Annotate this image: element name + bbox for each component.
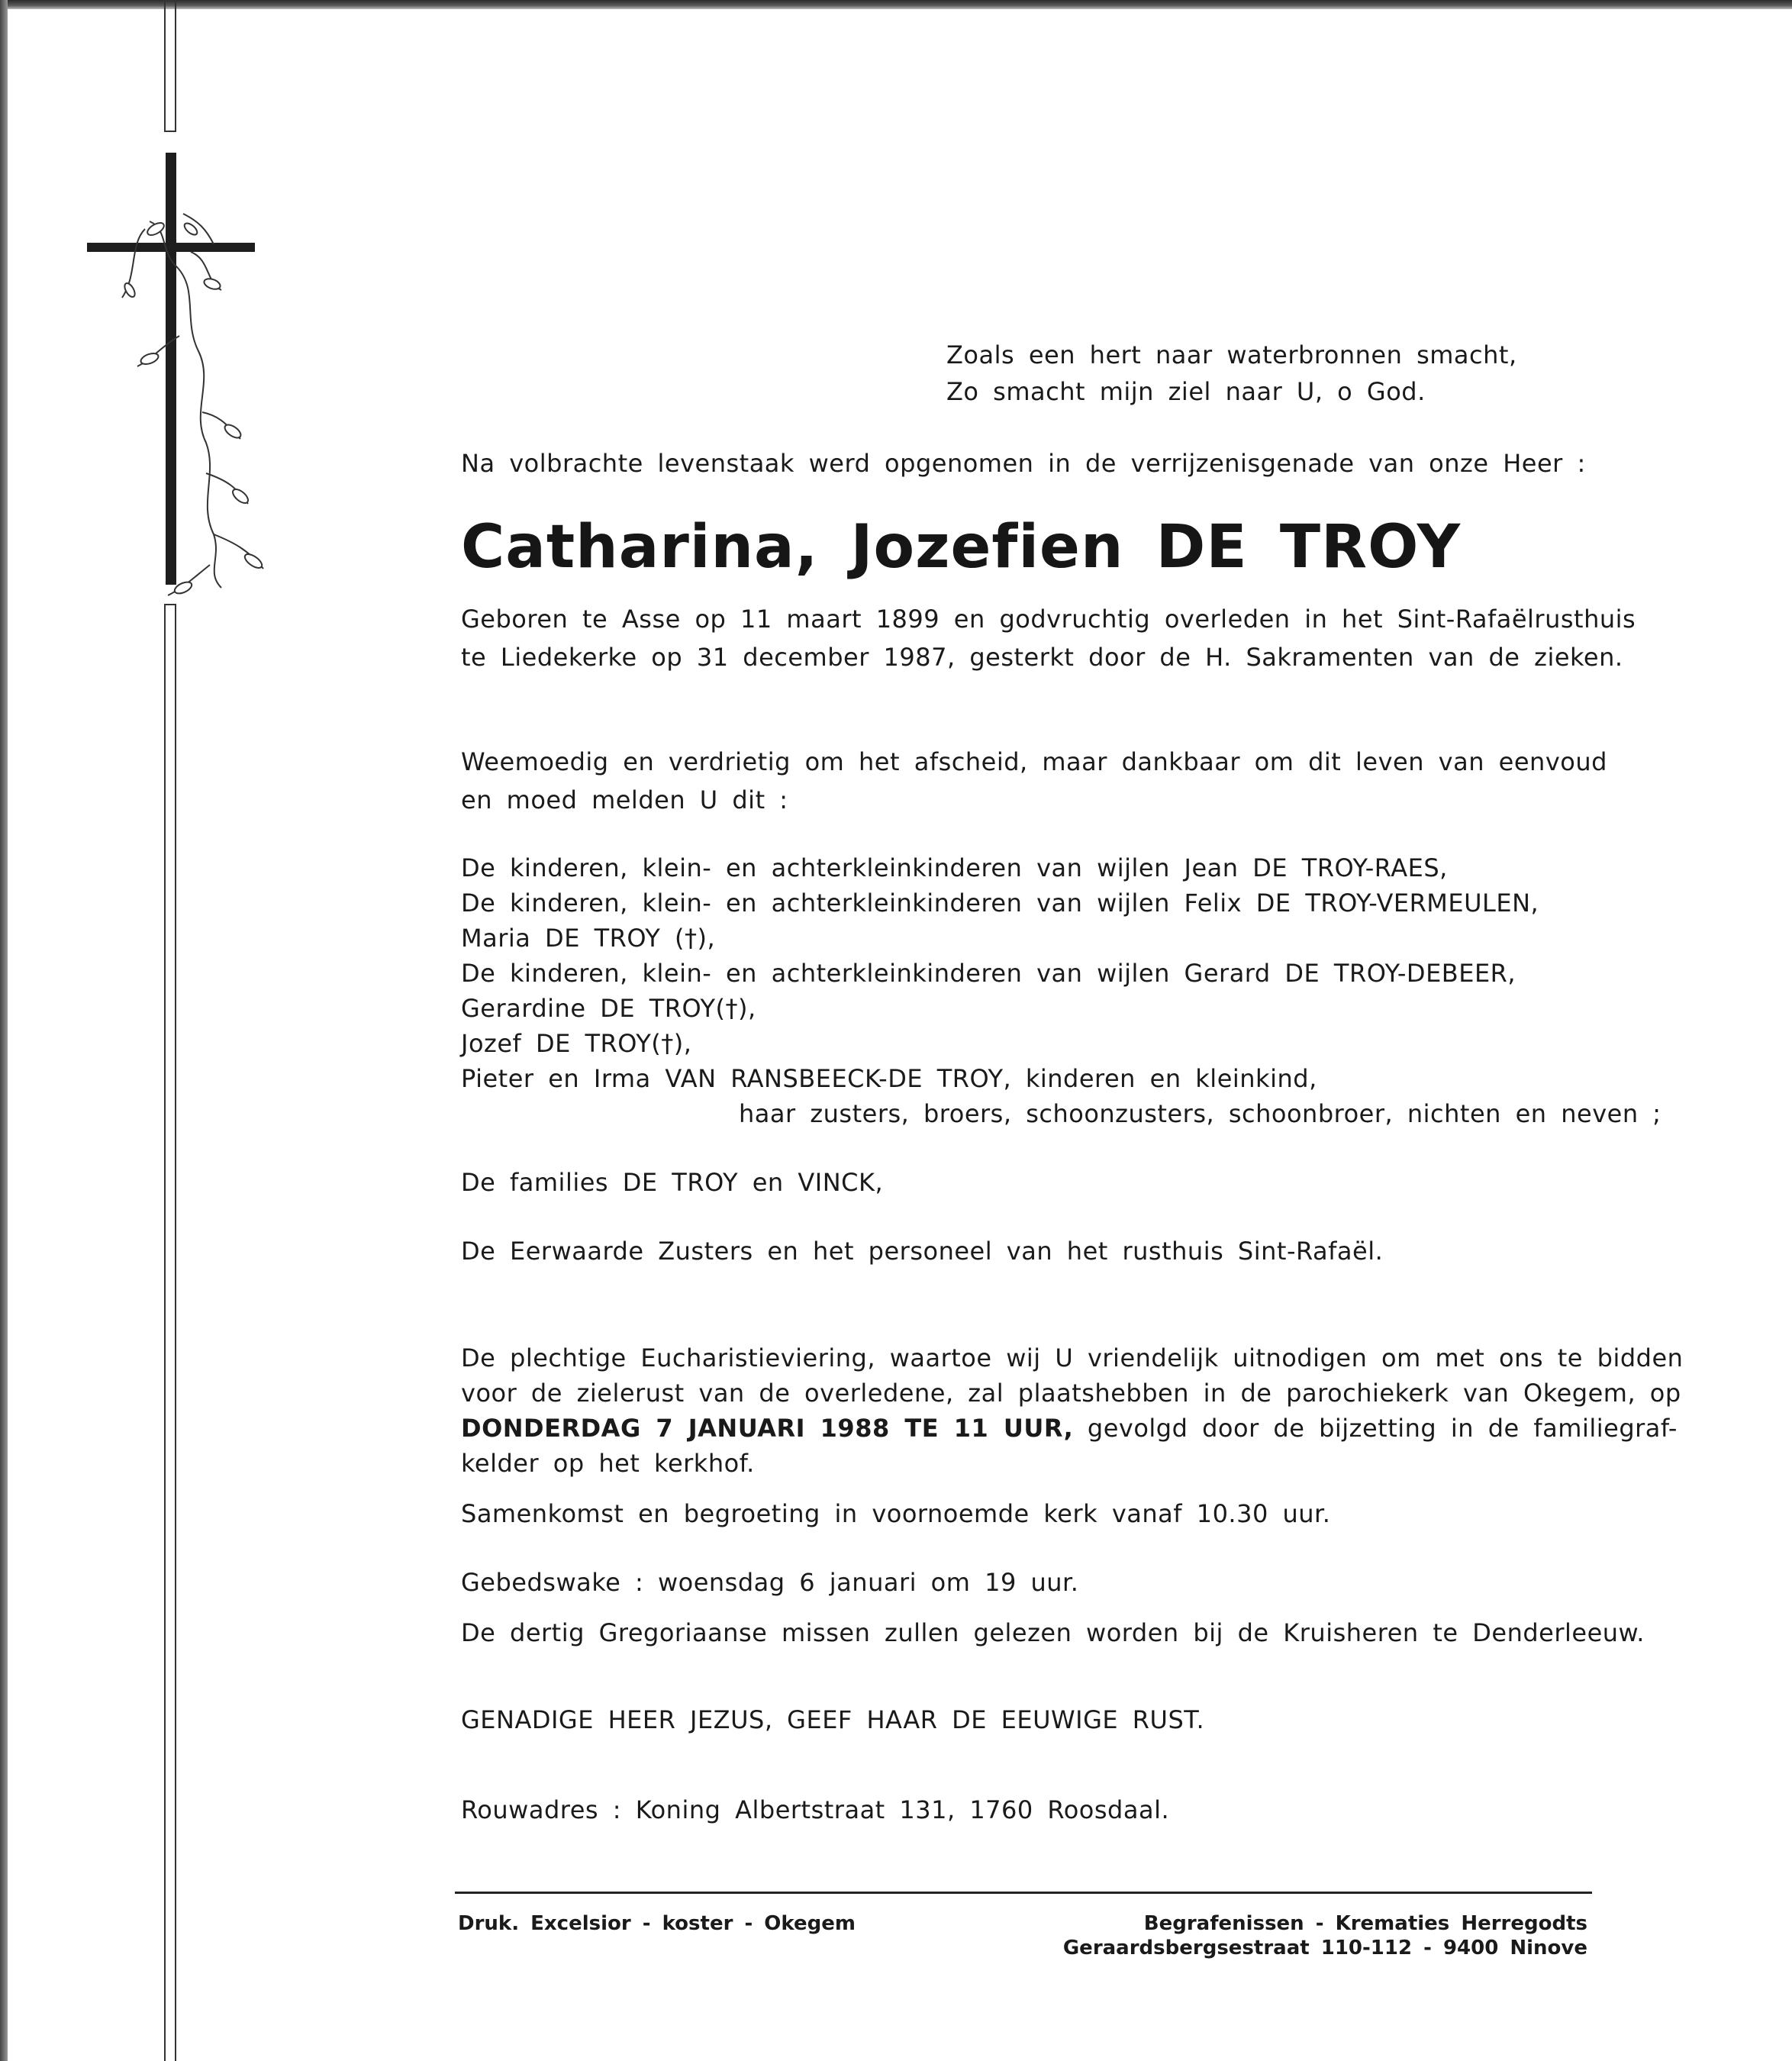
cross-decoration xyxy=(76,0,275,2061)
cross-icon xyxy=(76,0,275,2061)
masses-line: De dertig Gregoriaanse missen zullen gelezen worden bij de Kruisheren te Denderleeuw. xyxy=(461,1618,1645,1647)
quote-line-2: Zo smacht mijn ziel naar U, o God. xyxy=(946,377,1426,406)
prayer-line: GENADIGE HEER JEZUS, GEEF HAAR DE EEUWIGE RUST. xyxy=(461,1705,1205,1734)
families-line: De families DE TROY en VINCK, xyxy=(461,1168,884,1197)
address-line: Rouwadres : Koning Albertstraat 131, 1760 Roosdaal. xyxy=(461,1795,1170,1824)
service-line-2: voor de zielerust van de overledene, zal plaatshebben in de parochiekerk van Okegem, op xyxy=(461,1379,1681,1408)
relatives-line: haar zusters, broers, schoonzusters, schoonbroer, nichten en neven ; xyxy=(739,1099,1661,1128)
printer-credit: Druk. Excelsior - koster - Okegem xyxy=(458,1912,856,1935)
undertaker-line-1: Begrafenissen - Krematies Herregodts xyxy=(1143,1912,1587,1935)
birth-death-line-1: Geboren te Asse op 11 maart 1899 en godvruchtig overleden in het Sint-Rafaëlrusthuis xyxy=(461,605,1636,634)
service-line-3-rest: gevolgd door de bijzetting in de familiegraf- xyxy=(1073,1414,1678,1443)
family-line: De kinderen, klein- en achterkleinkinderen van wijlen Jean DE TROY-RAES, xyxy=(461,853,1448,882)
gathering-line: Samenkomst en begroeting in voornoemde kerk vanaf 10.30 uur. xyxy=(461,1499,1331,1528)
family-line: Gerardine DE TROY(†), xyxy=(461,994,756,1023)
family-line: Maria DE TROY (†), xyxy=(461,924,716,953)
page-left-edge xyxy=(0,0,8,2061)
service-line-3 xyxy=(461,1409,1678,1447)
family-line: De kinderen, klein- en achterkleinkinderen van wijlen Gerard DE TROY-DEBEER, xyxy=(461,959,1516,988)
footer-rule xyxy=(455,1892,1592,1894)
vigil-line: Gebedswake : woensdag 6 januari om 19 uur. xyxy=(461,1568,1079,1597)
service-line-1: De plechtige Eucharistieviering, waartoe wij U vriendelijk uitnodigen om met ons te bidden xyxy=(461,1343,1684,1372)
family-line: Pieter en Irma VAN RANSBEECK-DE TROY, kinderen en kleinkind, xyxy=(461,1064,1317,1093)
announcement-line-2: en moed melden U dit : xyxy=(461,785,788,814)
sisters-line: De Eerwaarde Zusters en het personeel van het rusthuis Sint-Rafaël. xyxy=(461,1237,1384,1266)
service-date: DONDERDAG 7 JANUARI 1988 TE 11 UUR, xyxy=(461,1414,1074,1443)
birth-death-line-2: te Liedekerke op 31 december 1987, gesterkt door de H. Sakramenten van de zieken. xyxy=(461,643,1623,672)
quote-line-1: Zoals een hert naar waterbronnen smacht, xyxy=(946,340,1517,369)
intro-text: Na volbrachte levenstaak werd opgenomen in de verrijzenisgenade van onze Heer : xyxy=(461,449,1586,478)
service-line-4: kelder op het kerkhof. xyxy=(461,1449,755,1478)
undertaker-line-2: Geraardsbergsestraat 110-112 - 9400 Ninove xyxy=(1062,1937,1587,1959)
deceased-name: Catharina, Jozefien DE TROY xyxy=(461,513,1462,582)
family-line: De kinderen, klein- en achterkleinkinderen van wijlen Felix DE TROY-VERMEULEN, xyxy=(461,889,1539,918)
family-line: Jozef DE TROY(†), xyxy=(461,1029,692,1058)
announcement-line-1: Weemoedig en verdrietig om het afscheid, maar dankbaar om dit leven van eenvoud xyxy=(461,747,1607,776)
